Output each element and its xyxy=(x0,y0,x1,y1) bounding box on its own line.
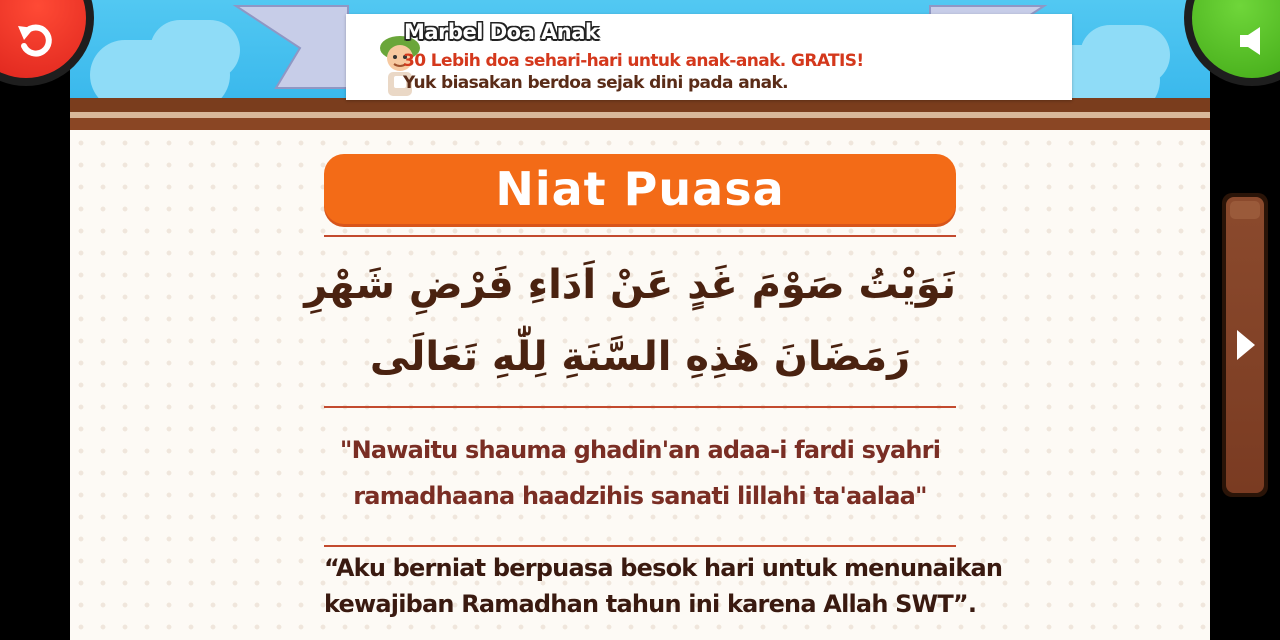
speaker-icon xyxy=(1236,24,1270,58)
ad-line-1: 30 Lebih doa sehari-hari untuk anak-anak. GRATIS! xyxy=(403,51,864,71)
play-arrow-icon xyxy=(1234,327,1258,363)
translation-line-2: kewajiban Ramadhan tahun ini karena Allah SWT”. xyxy=(324,590,977,618)
divider xyxy=(324,406,956,408)
arabic-text-line-2: رَمَضَانَ هَذِهِ السَّنَةِ لِلّٰهِ تَعَالَى xyxy=(369,334,911,380)
arabic-text-line-1: نَوَيْتُ صَوْمَ غَدٍ عَنْ اَدَاءِ فَرْضِ شَهْرِ xyxy=(304,262,956,308)
ad-title: Marbel Doa Anak xyxy=(404,20,599,44)
ad-banner[interactable] xyxy=(346,14,1072,100)
wood-shelf xyxy=(70,98,1210,112)
divider xyxy=(324,235,956,237)
wood-shelf-bottom xyxy=(70,118,1210,130)
divider xyxy=(324,545,956,547)
page-title-banner xyxy=(324,154,956,224)
game-stage xyxy=(70,0,1210,640)
translation-line-1: “Aku berniat berpuasa besok hari untuk menunaikan xyxy=(324,554,1003,582)
ad-line-2: Yuk biasakan berdoa sejak dini pada anak. xyxy=(403,73,789,93)
latin-text-line-2: ramadhaana haadzihis sanati lillahi ta'aalaa" xyxy=(353,482,927,510)
cloud xyxy=(150,20,240,80)
latin-text-line-1: "Nawaitu shauma ghadin'an adaa-i fardi syahri xyxy=(339,436,941,464)
undo-arrow-icon xyxy=(16,20,56,60)
next-button[interactable] xyxy=(1222,193,1268,497)
cloud xyxy=(1080,25,1170,85)
page-title: Niat Puasa xyxy=(495,162,785,216)
